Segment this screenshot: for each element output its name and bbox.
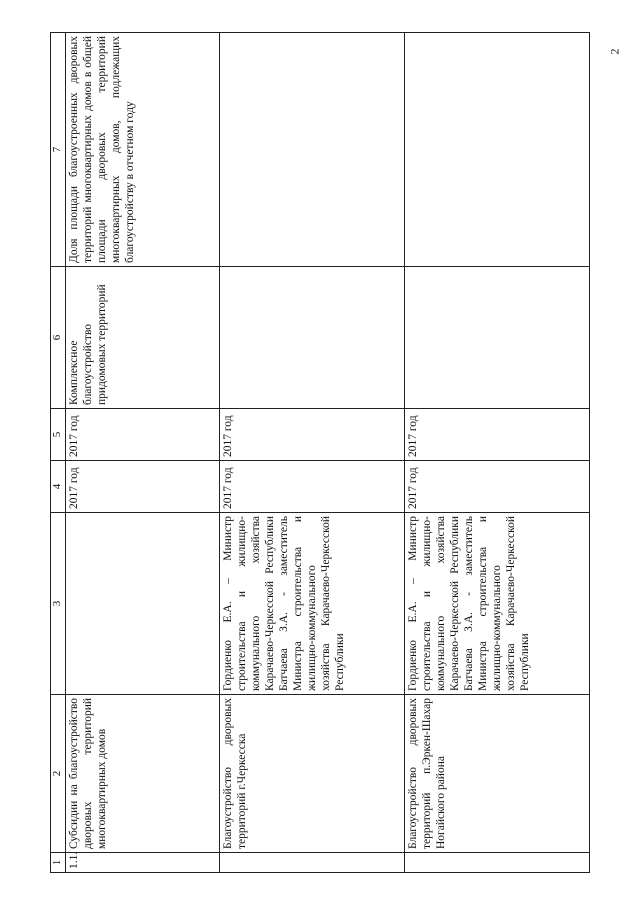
target-indicator: [405, 32, 590, 266]
responsible-persons: Гордиенко Е.А. – Министр строительства и жилищно-коммунального хозяйства Карачаево-Черкесской Республики Батчаева З.А. - заместитель Министра строительства и жилищно-коммунального хозяйства Карачаево-Черкесской Республики: [220, 512, 405, 694]
end-year: 2017 год: [405, 408, 590, 460]
start-year: 2017 год: [220, 460, 405, 512]
row-number: 1.1.: [66, 852, 220, 872]
target-indicator: Доля площади благоустроенных дворовых территорий многоквартирных домов в общей площади дворовых территорий многоквартирных домов, подлежащих благоустройству в отчетном году: [66, 32, 220, 266]
target-indicator: [220, 32, 405, 266]
header-cell-1: 1: [51, 852, 66, 872]
responsible-persons: Гордиенко Е.А. – Министр строительства и жилищно-коммунального хозяйства Карачаево-Черкесской Республики Батчаева З.А. - заместитель Министра строительства и жилищно-коммунального хозяйства Карачаево-Черкесской Республики: [405, 512, 590, 694]
measure-name: Благоустройство дворовых территорий п.Эркен-Шахар Ногайского района: [405, 694, 590, 852]
responsible-persons: [66, 512, 220, 694]
end-year: 2017 год: [220, 408, 405, 460]
expected-result: Комплексное благоустройство придомовых территорий: [66, 266, 220, 408]
header-cell-2: 2: [51, 694, 66, 852]
measure-name: Благоустройство дворовых территорий г.Черкесска: [220, 694, 405, 852]
header-row: [51, 32, 66, 872]
row-number: [405, 852, 590, 872]
header-cell-7: 7: [51, 32, 66, 266]
start-year: 2017 год: [66, 460, 220, 512]
rotated-table-wrapper: [50, 33, 590, 873]
table-row: [405, 32, 590, 872]
measure-name: Субсидии на благоустройство дворовых территорий многоквартирных домов: [66, 694, 220, 852]
program-table: [50, 32, 590, 873]
row-number: [220, 852, 405, 872]
header-cell-3: 3: [51, 512, 66, 694]
table-row: [66, 32, 220, 872]
header-cell-6: 6: [51, 266, 66, 408]
end-year: 2017 год: [66, 408, 220, 460]
header-cell-4: 4: [51, 460, 66, 512]
expected-result: [405, 266, 590, 408]
header-cell-5: 5: [51, 408, 66, 460]
expected-result: [220, 266, 405, 408]
start-year: 2017 год: [405, 460, 590, 512]
page-number: 2: [607, 48, 622, 55]
table-row: [220, 32, 405, 872]
